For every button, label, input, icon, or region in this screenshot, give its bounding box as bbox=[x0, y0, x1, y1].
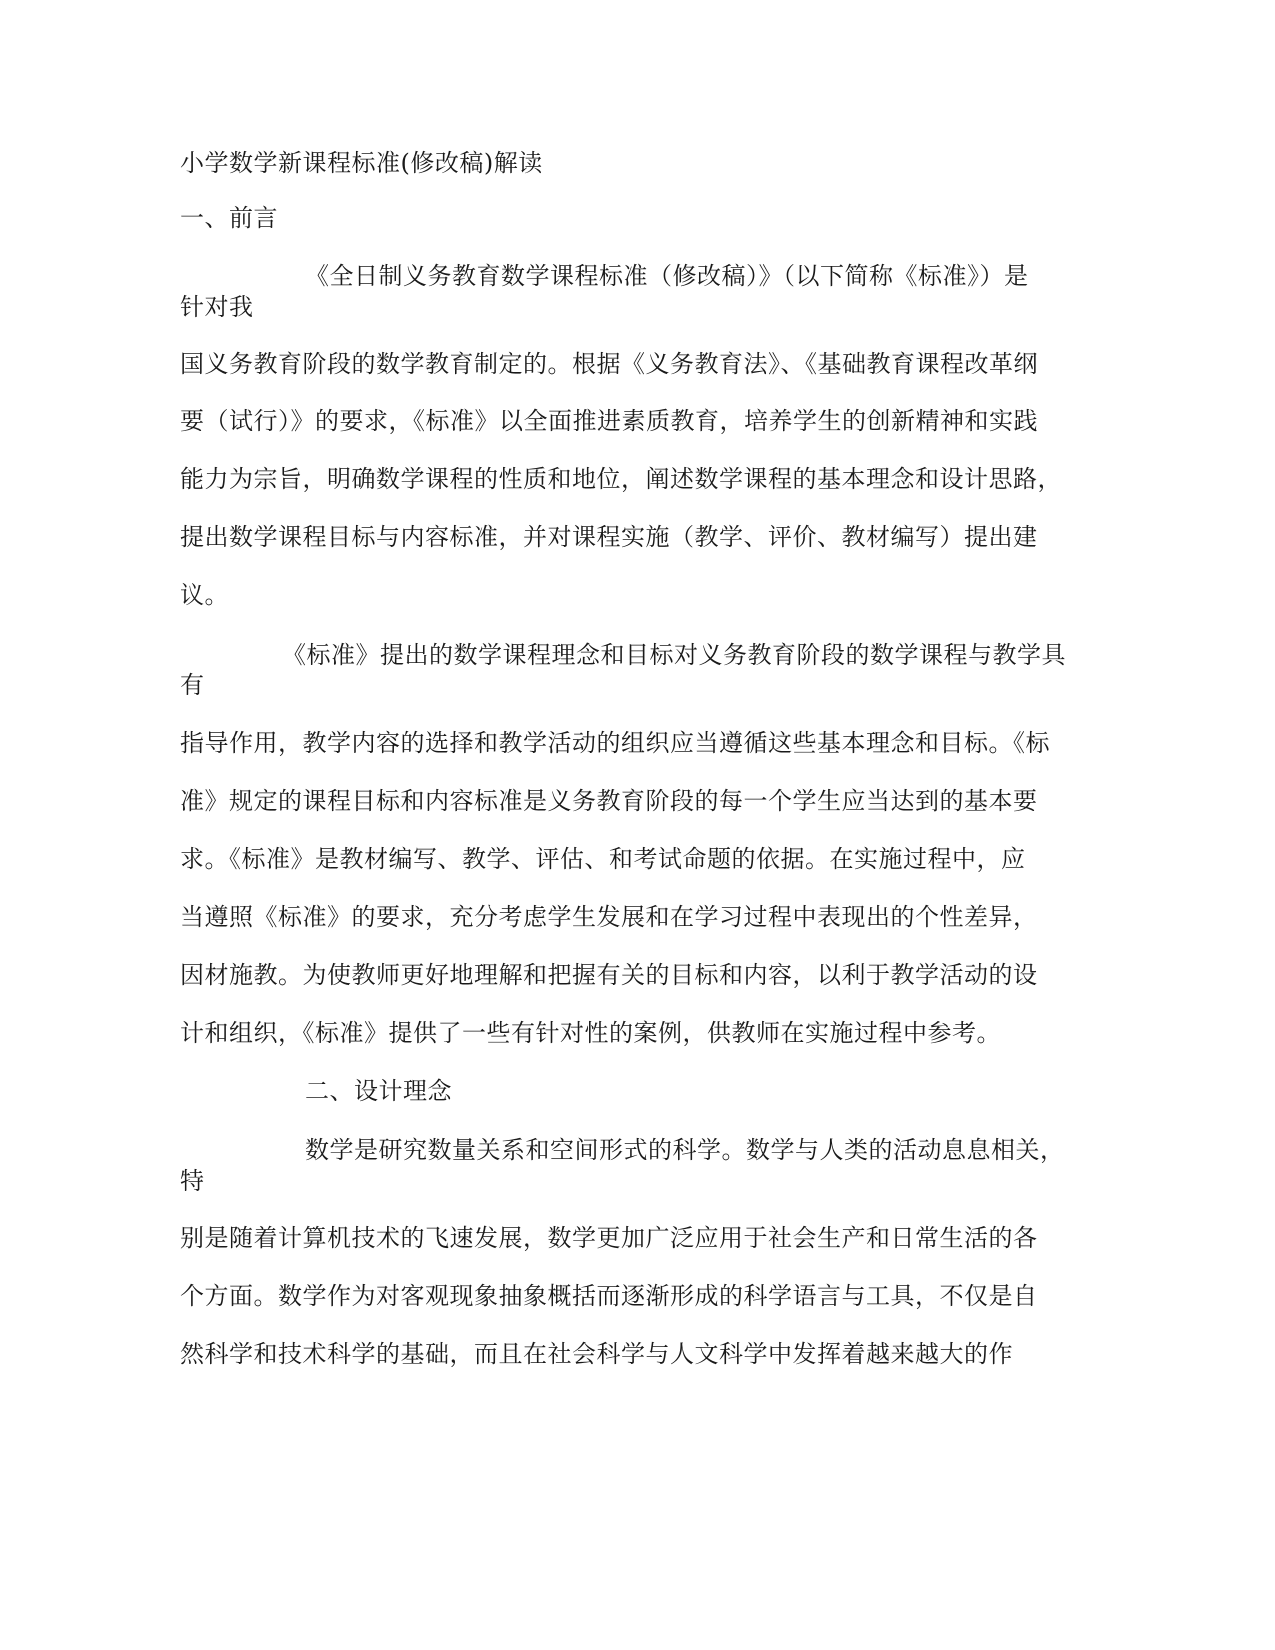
document-title: 小学数学新课程标准(修改稿)解读 bbox=[180, 149, 543, 177]
paragraph-line: 要（试行）》的要求，《标准》以全面推进素质教育，培养学生的创新精神和实践 bbox=[180, 407, 1038, 435]
paragraph-line: 准》规定的课程目标和内容标准是义务教育阶段的每一个学生应当达到的基本要 bbox=[180, 787, 1038, 815]
paragraph-line: 特 bbox=[180, 1167, 205, 1195]
paragraph-line: 求。《标准》是教材编写、教学、评估、和考试命题的依据。在实施过程中，应 bbox=[180, 845, 1026, 873]
paragraph-line: 个方面。数学作为对客观现象抽象概括而逐渐形成的科学语言与工具，不仅是自 bbox=[180, 1282, 1038, 1310]
section-heading-preface: 一、前言 bbox=[180, 204, 278, 232]
section-heading-design-concept: 二、设计理念 bbox=[305, 1077, 452, 1105]
paragraph-line: 计和组织，《标准》提供了一些有针对性的案例，供教师在实施过程中参考。 bbox=[180, 1019, 1001, 1047]
paragraph-line: 议。 bbox=[180, 581, 229, 609]
paragraph-line: 提出数学课程目标与内容标准，并对课程实施（教学、评价、教材编写）提出建 bbox=[180, 523, 1038, 551]
paragraph-line: 有 bbox=[180, 671, 205, 699]
paragraph-line: 别是随着计算机技术的飞速发展，数学更加广泛应用于社会生产和日常生活的各 bbox=[180, 1224, 1038, 1252]
paragraph-line: 《标准》提出的数学课程理念和目标对义务教育阶段的数学课程与教学具 bbox=[282, 641, 1066, 669]
paragraph-line: 然科学和技术科学的基础，而且在社会科学与人文科学中发挥着越来越大的作 bbox=[180, 1340, 1013, 1368]
paragraph-line: 因材施教。为使教师更好地理解和把握有关的目标和内容，以利于教学活动的设 bbox=[180, 961, 1038, 989]
paragraph-line: 针对我 bbox=[180, 293, 254, 321]
paragraph-line: 国义务教育阶段的数学教育制定的。根据《义务教育法》、《基础教育课程改革纲 bbox=[180, 350, 1038, 378]
paragraph-line: 能力为宗旨，明确数学课程的性质和地位，阐述数学课程的基本理念和设计思路， bbox=[180, 465, 1062, 493]
paragraph-line: 当遵照《标准》的要求，充分考虑学生发展和在学习过程中表现出的个性差异， bbox=[180, 903, 1038, 931]
paragraph-line: 《全日制义务教育数学课程标准（修改稿）》（以下简称《标准》）是 bbox=[305, 262, 1029, 290]
paragraph-line: 数学是研究数量关系和空间形式的科学。数学与人类的活动息息相关， bbox=[305, 1136, 1065, 1164]
paragraph-line: 指导作用，教学内容的选择和教学活动的组织应当遵循这些基本理念和目标。《标 bbox=[180, 729, 1050, 757]
